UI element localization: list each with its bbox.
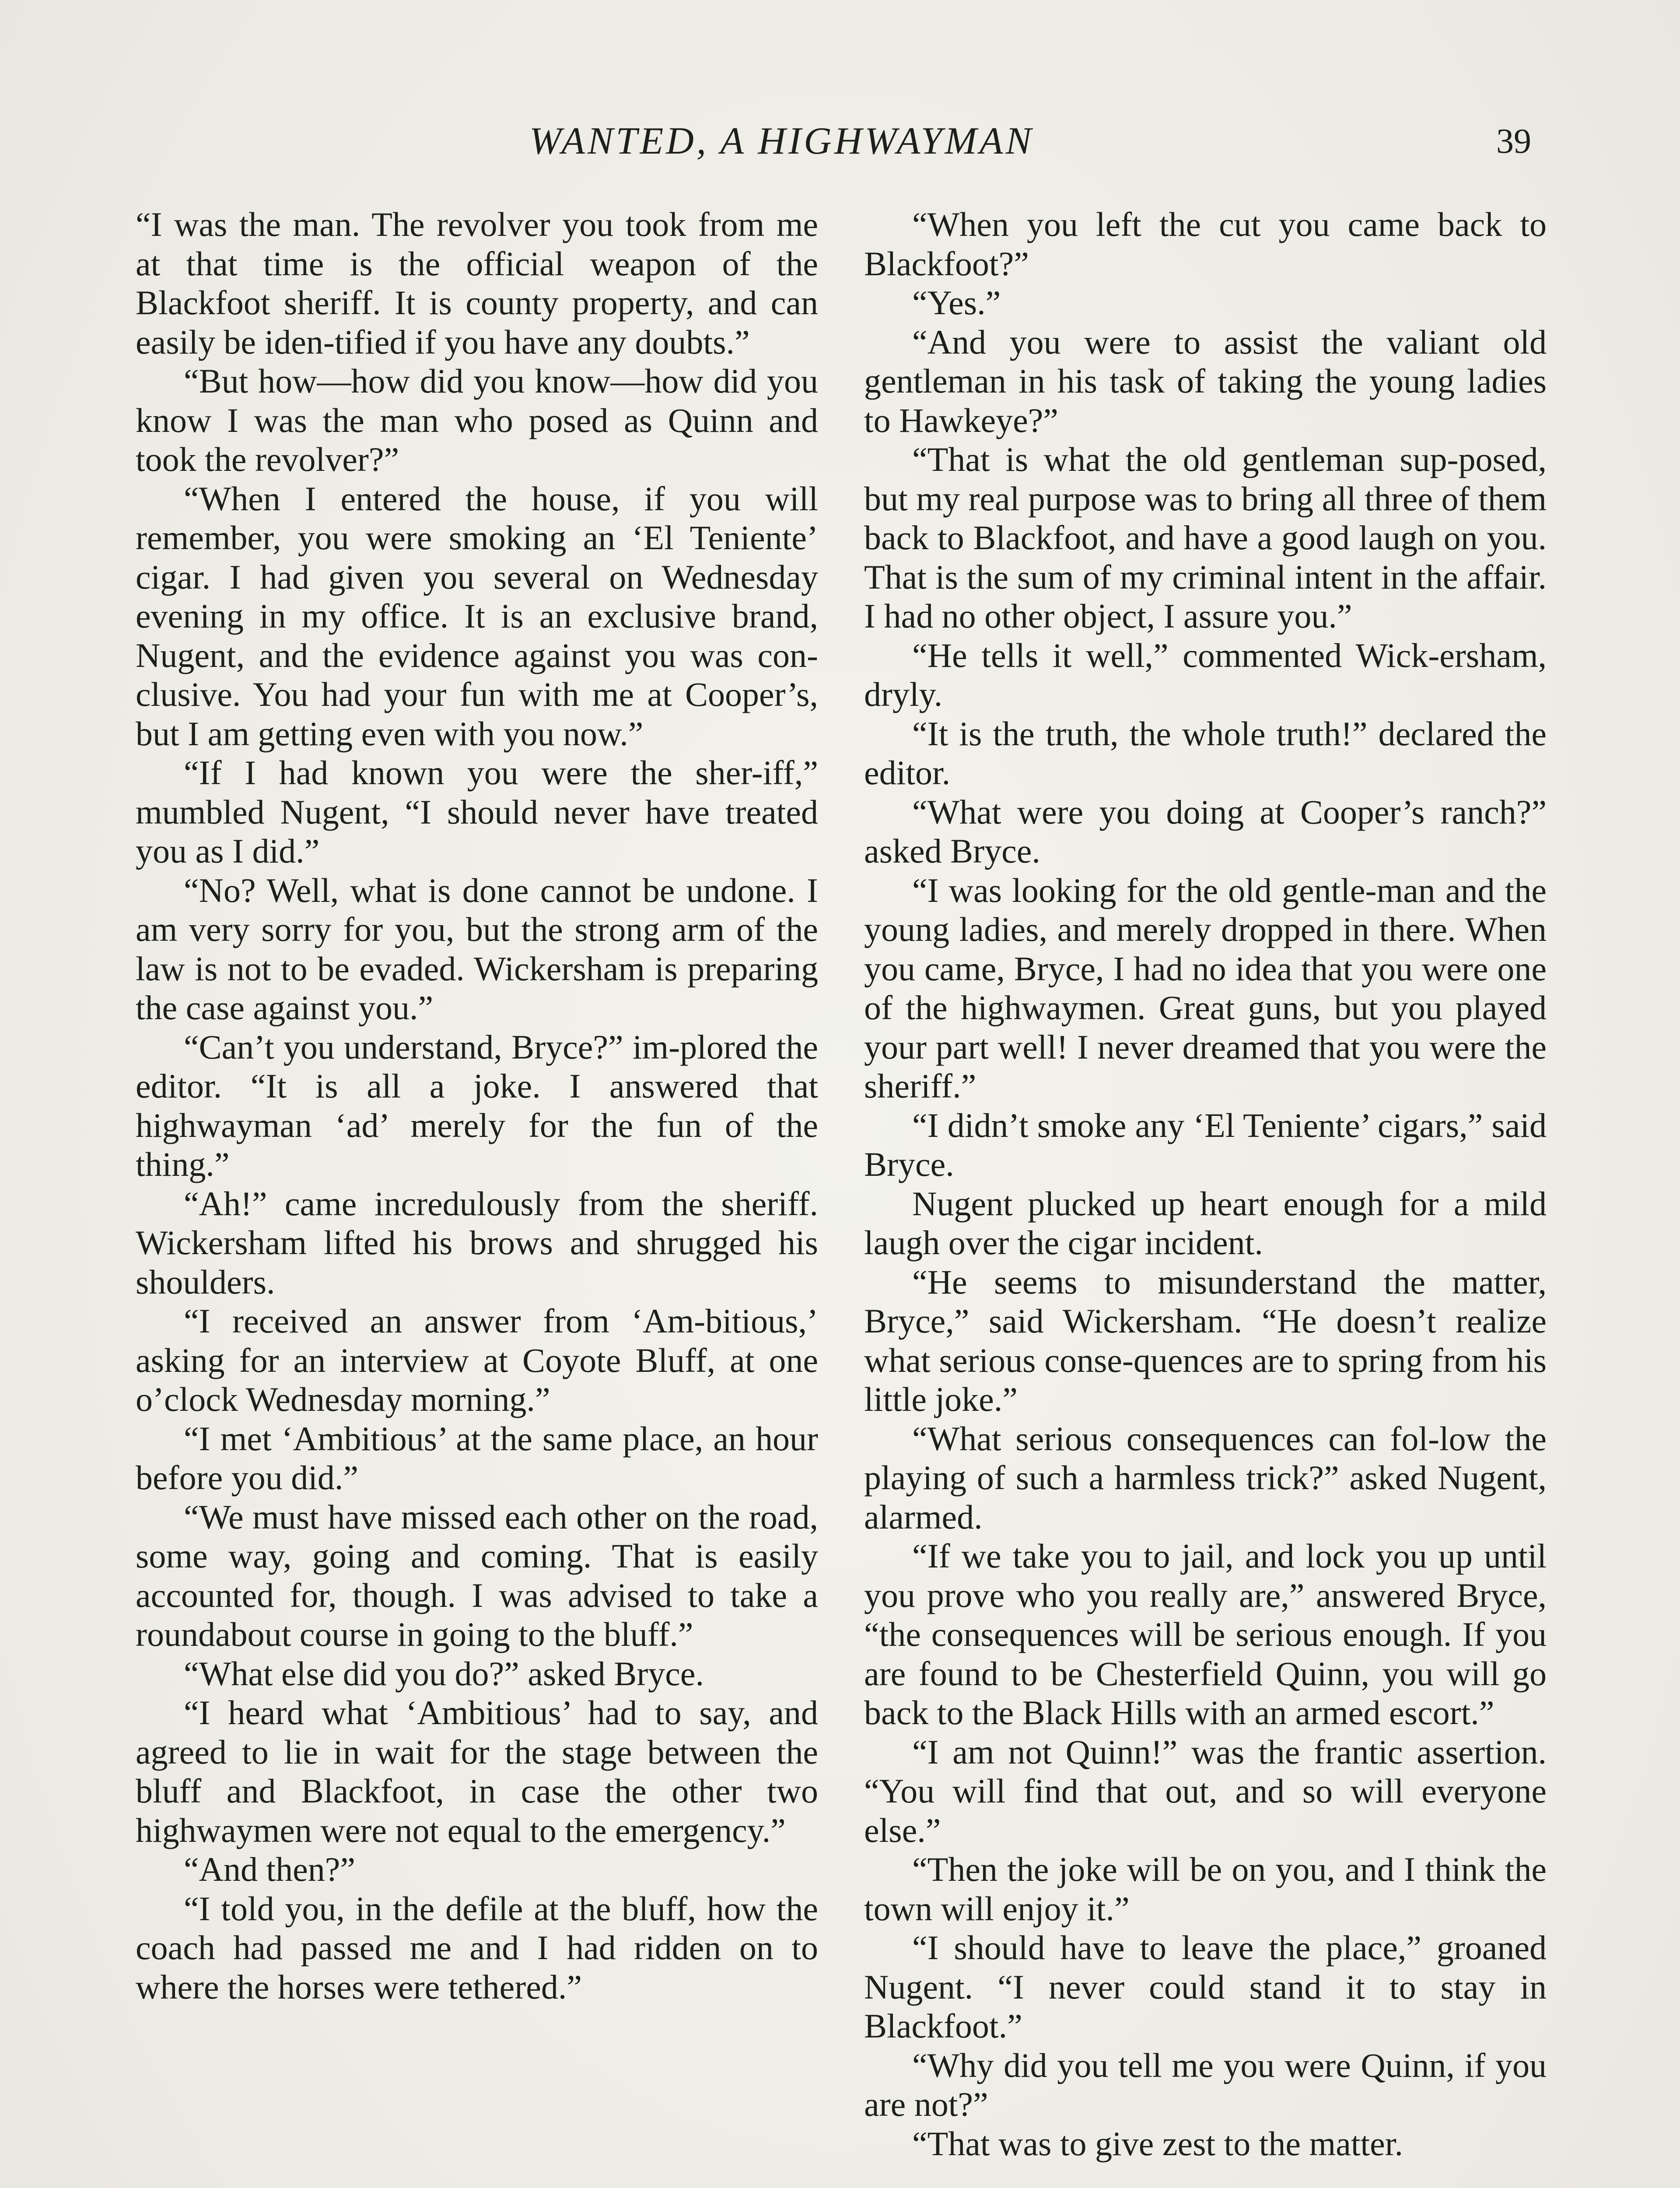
paragraph: “Why did you tell me you were Quinn, if you are not?” — [864, 2046, 1547, 2123]
paragraph: “Yes.” — [912, 284, 1001, 322]
paragraph: “He tells it well,” commented Wick-ersham, dryly. — [864, 636, 1547, 713]
paragraph: “I received an answer from ‘Am-bitious,’ asking for an interview at Coyote Bluff, at one o’clock Wednesday morning.” — [136, 1302, 818, 1418]
paragraph: “That was to give zest to the matter. — [912, 2124, 1403, 2163]
paragraph: “I met ‘Ambitious’ at the same place, an hour before you did.” — [136, 1419, 818, 1497]
paragraph: “If we take you to jail, and lock you up until you prove who you really are,” answered Bryce, “the consequences will be serious enough. If you are found to be Chesterfield Quinn, you will go back to the Black Hills with an armed escort.” — [864, 1537, 1547, 1732]
paragraph: “What were you doing at Cooper’s ranch?” asked Bryce. — [864, 792, 1547, 870]
paragraph: “I heard what ‘Ambitious’ had to say, and agreed to lie in wait for the stage between the bluff and Blackfoot, in case the other two highwaymen were not equal to the emergency.” — [136, 1694, 818, 1849]
paragraph: “We must have missed each other on the road, some way, going and coming. That is easily accounted for, though. I was advised to take a roundabout course in going to the bluff.” — [136, 1497, 818, 1653]
running-head — [0, 117, 1680, 165]
right-column — [864, 205, 1547, 2163]
running-title: WANTED, A HIGHWAYMAN — [529, 120, 1034, 162]
paragraph: “Then the joke will be on you, and I think the town will enjoy it.” — [864, 1850, 1547, 1928]
paragraph: “He seems to misunderstand the matter, Bryce,” said Wickersham. “He doesn’t realize what serious conse-quences are to spring from his little joke.” — [864, 1262, 1547, 1418]
paragraph: “I was looking for the old gentle-man and the young ladies, and merely dropped in there. When you came, Bryce, I had no idea that you were one of the highwaymen. Great guns, but you played your part well! I never dreamed that you were the sheriff.” — [864, 871, 1547, 1105]
paragraph: “If I had known you were the sher-iff,” mumbled Nugent, “I should never have treated you as I did.” — [136, 754, 818, 870]
paragraph: “That is what the old gentleman sup-posed, but my real purpose was to bring all three of them back to Blackfoot, and have a good laugh on you. That is the sum of my criminal intent in the affair. I had no other object, I assure you.” — [864, 440, 1547, 635]
paragraph: “Ah!” came incredulously from the sheriff. Wickersham lifted his brows and shrugged his shoulders. — [136, 1184, 818, 1301]
paragraph: “What else did you do?” asked Bryce. — [184, 1654, 704, 1693]
paragraph: Nugent plucked up heart enough for a mild laugh over the cigar incident. — [864, 1184, 1547, 1262]
paragraph: “When you left the cut you came back to Blackfoot?” — [864, 205, 1547, 283]
paragraph: “But how—how did you know—how did you know I was the man who posed as Quinn and took the revolver?” — [136, 362, 818, 478]
page-number: 39 — [1496, 122, 1531, 161]
paragraph: “It is the truth, the whole truth!” declared the editor. — [864, 714, 1547, 792]
paragraph: “Can’t you understand, Bryce?” im-plored the editor. “It is all a joke. I answered that highwayman ‘ad’ merely for the fun of the thing.” — [136, 1027, 818, 1183]
paragraph: “What serious consequences can fol-low the playing of such a harmless trick?” asked Nugent, alarmed. — [864, 1419, 1547, 1536]
paragraph: “I should have to leave the place,” groaned Nugent. “I never could stand it to stay in Blackfoot.” — [864, 1929, 1547, 2045]
paragraph: “I didn’t smoke any ‘El Teniente’ cigars,” said Bryce. — [864, 1106, 1547, 1183]
paragraph: “I was the man. The revolver you took from me at that time is the official weapon of the Blackfoot sheriff. It is county property, and can easily be iden-tified if you have any doubts.” — [136, 205, 818, 361]
paragraph: “And you were to assist the valiant old gentleman in his task of taking the young ladies to Hawkeye?” — [864, 323, 1547, 439]
paragraph: “No? Well, what is done cannot be undone. I am very sorry for you, but the strong arm of the law is not to be evaded. Wickersham is preparing the case against you.” — [136, 871, 818, 1027]
paragraph: “I told you, in the defile at the bluff, how the coach had passed me and I had ridden on to where the horses were tethered.” — [136, 1889, 818, 2006]
paragraph: “When I entered the house, if you will remember, you were smoking an ‘El Teniente’ cigar. I had given you several on Wednesday evening in my office. It is an exclusive brand, Nugent, and the evidence against you was con-clusive. You had your fun with me at Cooper’s, but I am getting even with you now.” — [136, 479, 818, 753]
paragraph: “And then?” — [184, 1850, 355, 1888]
left-column — [136, 205, 818, 2006]
paragraph: “I am not Quinn!” was the frantic assertion. “You will find that out, and so will everyone else.” — [864, 1732, 1547, 1849]
